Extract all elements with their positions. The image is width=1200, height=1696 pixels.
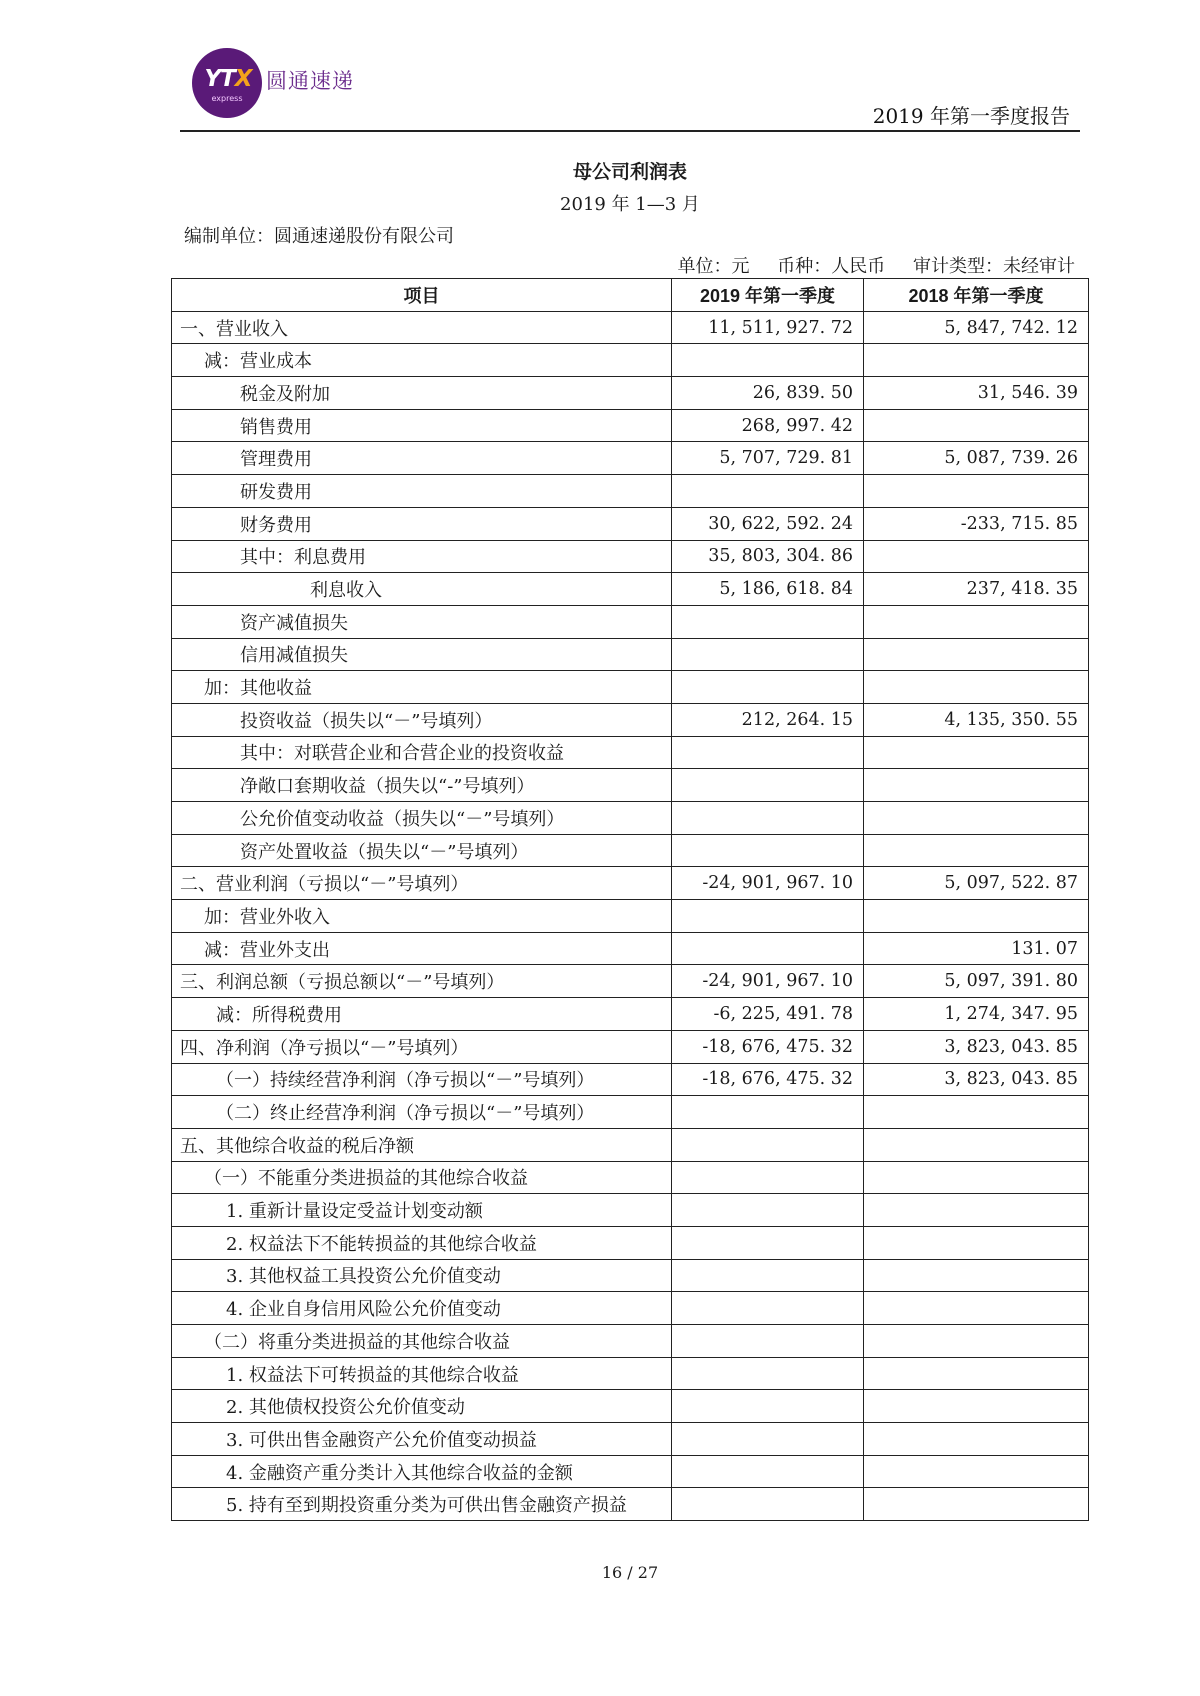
- row-prior-value: 5, 087, 739. 26: [864, 442, 1089, 475]
- row-item-label: 研发费用: [172, 475, 672, 508]
- logo-letters: YTX: [204, 66, 252, 92]
- row-item-label: 2. 其他债权投资公允价值变动: [172, 1390, 672, 1423]
- row-prior-value: [864, 1423, 1089, 1456]
- row-item-label: 财务费用: [172, 507, 672, 540]
- audit-type-label: 审计类型：未经审计: [913, 256, 1075, 277]
- row-item-label: 公允价值变动收益（损失以“－”号填列）: [172, 802, 672, 835]
- row-current-value: [672, 605, 864, 638]
- row-prior-value: [864, 540, 1089, 573]
- row-current-value: [672, 1292, 864, 1325]
- row-current-value: [672, 1423, 864, 1456]
- table-row: [172, 1357, 1089, 1390]
- row-item-label: 加：营业外收入: [172, 900, 672, 933]
- row-prior-value: 5, 847, 742. 12: [864, 311, 1089, 344]
- row-current-value: [672, 736, 864, 769]
- row-prior-value: [864, 605, 1089, 638]
- row-prior-value: [864, 475, 1089, 508]
- table-row: [172, 736, 1089, 769]
- row-item-label: 其中：利息费用: [172, 540, 672, 573]
- table-row: [172, 1292, 1089, 1325]
- company-brand: 圆通速递: [266, 69, 354, 93]
- row-prior-value: 3, 823, 043. 85: [864, 1063, 1089, 1096]
- statement-title: 母公司利润表: [572, 161, 687, 183]
- row-prior-value: [864, 1161, 1089, 1194]
- row-current-value: -6, 225, 491. 78: [672, 998, 864, 1031]
- table-row: [172, 769, 1089, 802]
- row-current-value: 212, 264. 15: [672, 703, 864, 736]
- row-item-label: 4. 金融资产重分类计入其他综合收益的金额: [172, 1455, 672, 1488]
- row-current-value: [672, 638, 864, 671]
- row-prior-value: [864, 638, 1089, 671]
- row-current-value: [672, 769, 864, 802]
- row-item-label: 其中：对联营企业和合营企业的投资收益: [172, 736, 672, 769]
- row-prior-value: [864, 834, 1089, 867]
- table-row: [172, 475, 1089, 508]
- row-item-label: 信用减值损失: [172, 638, 672, 671]
- table-row: [172, 1259, 1089, 1292]
- table-row: [172, 507, 1089, 540]
- row-item-label: 一、营业收入: [172, 311, 672, 344]
- row-prior-value: [864, 1357, 1089, 1390]
- row-current-value: [672, 1226, 864, 1259]
- row-item-label: 二、营业利润（亏损以“－”号填列）: [172, 867, 672, 900]
- table-row: [172, 998, 1089, 1031]
- table-row: [172, 1128, 1089, 1161]
- row-prior-value: [864, 409, 1089, 442]
- row-current-value: 26, 839. 50: [672, 377, 864, 410]
- table-row: [172, 1455, 1089, 1488]
- unit-line: [656, 252, 1075, 278]
- row-prior-value: 5, 097, 391. 80: [864, 965, 1089, 998]
- row-current-value: [672, 1488, 864, 1521]
- table-header-row: [172, 279, 1089, 312]
- row-current-value: 5, 186, 618. 84: [672, 573, 864, 606]
- row-prior-value: [864, 1194, 1089, 1227]
- compiler-line: 编制单位：圆通速递股份有限公司: [184, 226, 454, 247]
- table-row: [172, 1063, 1089, 1096]
- row-item-label: （二）将重分类进损益的其他综合收益: [172, 1325, 672, 1358]
- row-item-label: 2. 权益法下不能转损益的其他综合收益: [172, 1226, 672, 1259]
- table-row: [172, 802, 1089, 835]
- row-current-value: 30, 622, 592. 24: [672, 507, 864, 540]
- page-number: 16 / 27: [601, 1563, 659, 1582]
- row-current-value: [672, 1455, 864, 1488]
- table-row: [172, 573, 1089, 606]
- row-item-label: 5. 持有至到期投资重分类为可供出售金融资产损益: [172, 1488, 672, 1521]
- row-current-value: [672, 1325, 864, 1358]
- row-current-value: -18, 676, 475. 32: [672, 1063, 864, 1096]
- table-row: [172, 703, 1089, 736]
- column-header-item: 项目: [172, 279, 672, 312]
- row-item-label: 四、净利润（净亏损以“－”号填列）: [172, 1030, 672, 1063]
- row-item-label: 销售费用: [172, 409, 672, 442]
- row-item-label: 1. 权益法下可转损益的其他综合收益: [172, 1357, 672, 1390]
- table-row: [172, 540, 1089, 573]
- table-row: [172, 1390, 1089, 1423]
- table-row: [172, 1226, 1089, 1259]
- table-row: [172, 1423, 1089, 1456]
- table-row: [172, 900, 1089, 933]
- row-current-value: -24, 901, 967. 10: [672, 965, 864, 998]
- yto-logo-icon: [192, 48, 262, 118]
- row-prior-value: 237, 418. 35: [864, 573, 1089, 606]
- row-prior-value: [864, 671, 1089, 704]
- row-current-value: [672, 1259, 864, 1292]
- row-prior-value: [864, 900, 1089, 933]
- row-current-value: 11, 511, 927. 72: [672, 311, 864, 344]
- statement-period: 2019 年 1—3 月: [560, 194, 700, 215]
- row-current-value: [672, 1161, 864, 1194]
- column-header-prior: 2018 年第一季度: [864, 279, 1089, 312]
- row-prior-value: [864, 1292, 1089, 1325]
- row-current-value: [672, 1096, 864, 1129]
- table-row: [172, 638, 1089, 671]
- table-row: [172, 1488, 1089, 1521]
- row-item-label: 3. 其他权益工具投资公允价值变动: [172, 1259, 672, 1292]
- row-prior-value: [864, 1128, 1089, 1161]
- table-row: [172, 1096, 1089, 1129]
- row-prior-value: [864, 344, 1089, 377]
- row-item-label: 4. 企业自身信用风险公允价值变动: [172, 1292, 672, 1325]
- table-row: [172, 1194, 1089, 1227]
- row-prior-value: -233, 715. 85: [864, 507, 1089, 540]
- row-prior-value: [864, 1259, 1089, 1292]
- row-item-label: 1. 重新计量设定受益计划变动额: [172, 1194, 672, 1227]
- row-prior-value: [864, 1390, 1089, 1423]
- unit-label: 单位：元: [677, 256, 750, 277]
- row-item-label: （一）持续经营净利润（净亏损以“－”号填列）: [172, 1063, 672, 1096]
- row-prior-value: [864, 769, 1089, 802]
- row-prior-value: 4, 135, 350. 55: [864, 703, 1089, 736]
- table-row: [172, 344, 1089, 377]
- row-prior-value: [864, 1455, 1089, 1488]
- row-item-label: 税金及附加: [172, 377, 672, 410]
- table-row: [172, 605, 1089, 638]
- currency-label: 币种：人民币: [777, 256, 886, 277]
- row-current-value: [672, 671, 864, 704]
- row-item-label: （二）终止经营净利润（净亏损以“－”号填列）: [172, 1096, 672, 1129]
- row-prior-value: 5, 097, 522. 87: [864, 867, 1089, 900]
- row-current-value: [672, 1128, 864, 1161]
- row-current-value: -18, 676, 475. 32: [672, 1030, 864, 1063]
- row-current-value: [672, 1357, 864, 1390]
- table-row: [172, 932, 1089, 965]
- income-statement-table: [171, 278, 1089, 1521]
- row-prior-value: [864, 1325, 1089, 1358]
- page-header: [180, 48, 1080, 130]
- row-item-label: 管理费用: [172, 442, 672, 475]
- row-item-label: 利息收入: [172, 573, 672, 606]
- row-prior-value: [864, 1096, 1089, 1129]
- column-header-current: 2019 年第一季度: [672, 279, 864, 312]
- row-prior-value: 3, 823, 043. 85: [864, 1030, 1089, 1063]
- row-prior-value: [864, 1488, 1089, 1521]
- row-item-label: 加：其他收益: [172, 671, 672, 704]
- row-current-value: [672, 1390, 864, 1423]
- row-current-value: [672, 344, 864, 377]
- row-current-value: 5, 707, 729. 81: [672, 442, 864, 475]
- row-item-label: 3. 可供出售金融资产公允价值变动损益: [172, 1423, 672, 1456]
- row-prior-value: [864, 736, 1089, 769]
- row-prior-value: 31, 546. 39: [864, 377, 1089, 410]
- table-row: [172, 867, 1089, 900]
- row-prior-value: [864, 802, 1089, 835]
- row-item-label: 资产处置收益（损失以“－”号填列）: [172, 834, 672, 867]
- row-current-value: [672, 834, 864, 867]
- header-divider: [180, 130, 1080, 132]
- row-current-value: 268, 997. 42: [672, 409, 864, 442]
- row-item-label: 投资收益（损失以“－”号填列）: [172, 703, 672, 736]
- row-current-value: [672, 900, 864, 933]
- table-row: [172, 965, 1089, 998]
- row-item-label: 五、其他综合收益的税后净额: [172, 1128, 672, 1161]
- table-row: [172, 671, 1089, 704]
- row-item-label: 净敞口套期收益（损失以“-”号填列）: [172, 769, 672, 802]
- row-item-label: 减：所得税费用: [172, 998, 672, 1031]
- row-item-label: 资产减值损失: [172, 605, 672, 638]
- row-prior-value: [864, 1226, 1089, 1259]
- row-current-value: [672, 1194, 864, 1227]
- table-row: [172, 409, 1089, 442]
- row-item-label: 三、利润总额（亏损总额以“－”号填列）: [172, 965, 672, 998]
- report-title: 2019 年第一季度报告: [872, 104, 1070, 128]
- row-current-value: -24, 901, 967. 10: [672, 867, 864, 900]
- row-current-value: [672, 932, 864, 965]
- table-row: [172, 377, 1089, 410]
- table-row: [172, 311, 1089, 344]
- row-current-value: [672, 802, 864, 835]
- table-row: [172, 1161, 1089, 1194]
- row-current-value: 35, 803, 304. 86: [672, 540, 864, 573]
- table-row: [172, 834, 1089, 867]
- table-row: [172, 1325, 1089, 1358]
- table-row: [172, 1030, 1089, 1063]
- table-row: [172, 442, 1089, 475]
- row-item-label: 减：营业成本: [172, 344, 672, 377]
- row-item-label: 减：营业外支出: [172, 932, 672, 965]
- logo-express-text: express: [211, 94, 243, 103]
- row-prior-value: 131. 07: [864, 932, 1089, 965]
- row-item-label: （一）不能重分类进损益的其他综合收益: [172, 1161, 672, 1194]
- row-prior-value: 1, 274, 347. 95: [864, 998, 1089, 1031]
- row-current-value: [672, 475, 864, 508]
